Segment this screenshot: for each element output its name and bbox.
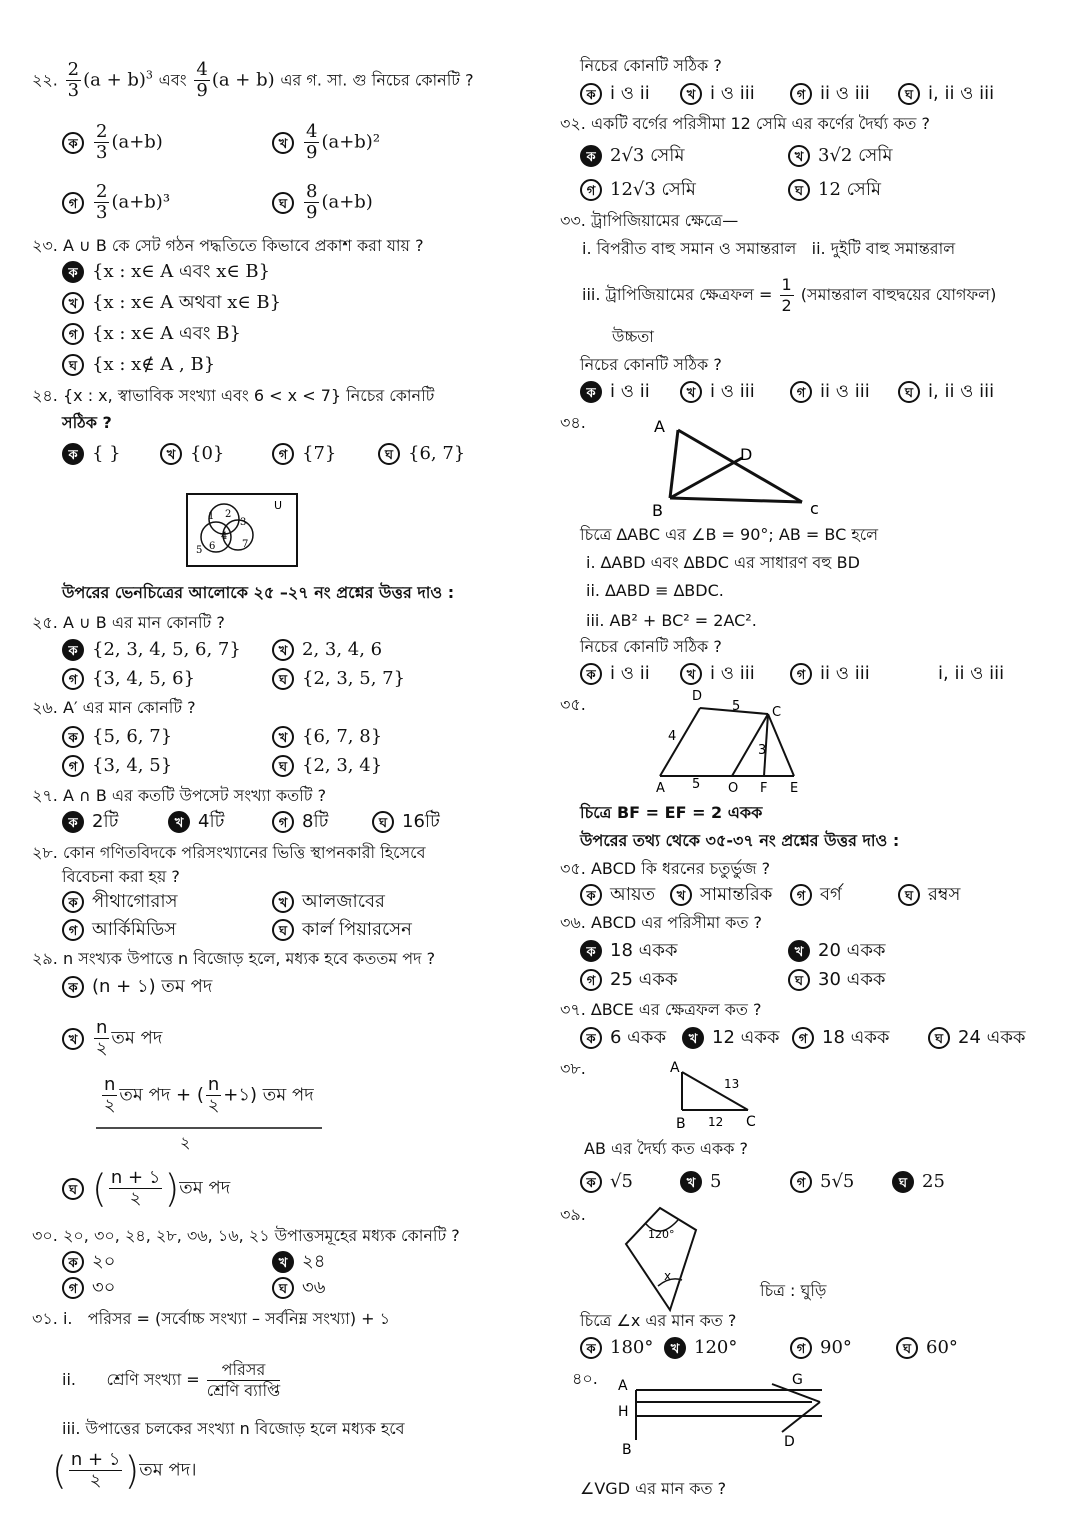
question-34-number: ৩৪. [560, 413, 586, 432]
q33-option-ka[interactable]: ক i ও ii [580, 380, 650, 404]
q39-option-gha[interactable]: ঘ 60° [896, 1336, 958, 1360]
svg-text:D: D [740, 445, 753, 464]
question-33-iii: iii. ট্রাপিজিয়ামের ক্ষেত্রফল = $\frac{1}{2}$ (সমান্তরাল বাহুদ্বয়ের যোগফল) [582, 275, 997, 315]
question-33-i-ii: i. বিপরীত বাহু সমান ও সমান্তরাল ii. দুইটি বাহু সমান্তরাল [582, 239, 956, 258]
q31-ask: নিচের কোনটি সঠিক ? [580, 56, 722, 75]
question-40: ∠VGD এর মান কত ? [580, 1479, 727, 1498]
q29-option-ga[interactable]: $\frac{n}{২}$ তম পদ + ( $\frac{n}{২}$ +১) তম পদ [103, 1074, 314, 1116]
svg-text:F: F [760, 781, 768, 796]
q39-caption: চিত্র : ঘুড়ি [760, 1281, 827, 1300]
q27-option-ga[interactable]: গ 8টি [272, 810, 328, 834]
q29-option-ka[interactable]: ক (n + ১) তম পদ [62, 975, 212, 999]
svg-text:12: 12 [708, 1115, 724, 1129]
svg-text:A: A [656, 781, 665, 796]
q26-option-ga[interactable]: গ {3, 4, 5} [62, 754, 172, 778]
q36-option-ga[interactable]: গ 25 একক [580, 968, 678, 992]
q29-option-ga-denominator: ২ [180, 1133, 191, 1152]
q37-option-kha[interactable]: খ 12 একক [682, 1026, 780, 1050]
q27-option-gha[interactable]: ঘ 16টি [372, 810, 440, 834]
q38-option-ga[interactable]: গ 5√5 [790, 1170, 854, 1194]
q31-option-kha[interactable]: খ i ও iii [680, 82, 755, 106]
question-31-iii-value: ( $\frac{n + ১}{২}$ )তম পদ। [52, 1448, 197, 1493]
question-38: AB এর দৈর্ঘ্য কত একক ? [584, 1139, 748, 1158]
svg-text:A: A [654, 418, 665, 436]
venn-instruction: উপরের ভেনচিত্রের আলোকে ২৫ –২৭ নং প্রশ্নের উত্তর দাও : [62, 583, 455, 602]
q24-option-ga[interactable]: গ {7} [272, 442, 336, 466]
svg-text:5: 5 [196, 545, 203, 556]
q34-ask: নিচের কোনটি সঠিক ? [580, 637, 722, 656]
svg-text:4: 4 [221, 531, 228, 542]
question-38-number: ৩৮. [560, 1059, 586, 1078]
q36-option-ka[interactable]: ক 18 একক [580, 939, 678, 963]
question-25: ২৫. A ∪ B এর মান কোনটি ? [32, 613, 225, 632]
svg-text:5: 5 [732, 699, 741, 714]
q25-option-gha[interactable]: ঘ {2, 3, 5, 7} [272, 667, 405, 691]
q31-option-ga[interactable]: গ ii ও iii [790, 82, 870, 106]
question-36: ৩৬. ABCD এর পরিসীমা কত ? [560, 913, 763, 932]
q24-option-kha[interactable]: খ {0} [160, 442, 224, 466]
question-35: ৩৫. ABCD কি ধরনের চতুর্ভুজ ? [560, 859, 771, 878]
svg-text:B: B [652, 501, 663, 518]
question-34-iii: iii. AB² + BC² = 2AC². [586, 611, 757, 630]
question-31-i: ৩১. i. পরিসর = (সর্বোচ্চ সংখ্যা – সর্বনিম্ন সংখ্যা) + ১ [32, 1309, 391, 1328]
svg-text:C: C [772, 705, 782, 720]
q38-option-ka[interactable]: ক √5 [580, 1170, 633, 1194]
q28-option-ka[interactable]: ক পীথাগোরাস [62, 890, 178, 914]
q37-option-gha[interactable]: ঘ 24 একক [928, 1026, 1026, 1050]
question-34-ii: ii. ∆ABD ≡ ∆BDC. [586, 581, 724, 600]
q37-option-ka[interactable]: ক 6 একক [580, 1026, 666, 1050]
q33-option-gha[interactable]: ঘ i, ii ও iii [898, 380, 994, 404]
q22-option-ka[interactable]: ক $\frac{2}{3}$ (a+b) [62, 122, 163, 163]
q36-option-kha[interactable]: খ 20 একক [788, 939, 886, 963]
question-31-ii: ii. শ্রেণি সংখ্যা = $\frac{\text{পরিসর}}{\text{শ্রেণি ব্যাপ্তি}}$ [62, 1360, 281, 1400]
q35-option-ga[interactable]: গ বর্গ [790, 883, 842, 907]
q33-option-kha[interactable]: খ i ও iii [680, 380, 755, 404]
question-40-number: ৪০. [572, 1369, 598, 1388]
q35-37-instruction: উপরের তথ্য থেকে ৩৫-৩৭ নং প্রশ্নের উত্তর দাও : [580, 831, 900, 850]
q35-option-kha[interactable]: খ সামান্তরিক [670, 883, 772, 907]
q23-option-gha[interactable]: ঘ {x : x∉ A , B} [62, 353, 215, 377]
option-mark: খ [272, 132, 294, 154]
svg-text:D: D [784, 1434, 795, 1450]
question-27: ২৭. A ∩ B এর কতটি উপসেট সংখ্যা কতটি ? [32, 786, 327, 805]
q24-option-ka[interactable]: ক { } [62, 442, 121, 466]
svg-text:3: 3 [240, 517, 247, 528]
q30-option-ga[interactable]: গ ৩০ [62, 1276, 115, 1300]
svg-text:x: x [664, 1269, 672, 1283]
question-24: ২৪. {x : x, স্বাভাবিক সংখ্যা এবং 6 < x < 7} নিচের কোনটি [32, 386, 435, 405]
svg-text:D: D [692, 689, 703, 704]
option-mark: ঘ [272, 192, 294, 214]
q34-option-gha: i, ii ও iii [938, 663, 1005, 684]
q34-option-kha[interactable]: খ i ও iii [680, 662, 755, 686]
option-mark: ক [62, 132, 84, 154]
question-30: ৩০. ২০, ৩০, ২৪, ২৮, ৩৬, ১৬, ২১ উপাত্তসমূহের মধ্যক কোনটি ? [32, 1226, 460, 1245]
q39-option-ga[interactable]: গ 90° [790, 1336, 852, 1360]
q34-option-ga[interactable]: গ ii ও iii [790, 662, 870, 686]
q22-option-kha[interactable]: খ $\frac{4}{9}$ (a+b)² [272, 122, 380, 163]
question-24-cont: সঠিক ? [62, 413, 112, 432]
q39-option-kha[interactable]: খ 120° [664, 1336, 737, 1360]
q28-option-gha[interactable]: ঘ কার্ল পিয়ারসেন [272, 918, 412, 942]
q37-option-ga[interactable]: গ 18 একক [792, 1026, 890, 1050]
q25-option-ga[interactable]: গ {3, 4, 5, 6} [62, 667, 195, 691]
svg-text:A: A [618, 1378, 628, 1394]
question-33: ৩৩. ট্রাপিজিয়ামের ক্ষেত্রে— [560, 211, 739, 230]
q35-option-gha[interactable]: ঘ রম্বস [898, 883, 960, 907]
svg-text:H: H [618, 1404, 629, 1420]
svg-text:120°: 120° [648, 1228, 675, 1241]
q31-option-ka[interactable]: ক i ও ii [580, 82, 650, 106]
question-33-height: উচ্চতা [612, 327, 654, 346]
svg-text:2: 2 [225, 509, 232, 520]
svg-text:5: 5 [692, 777, 701, 792]
question-26: ২৬. A′ এর মান কোনটি ? [32, 698, 196, 717]
q27-option-kha[interactable]: খ 4টি [168, 810, 224, 834]
q26-option-gha[interactable]: ঘ {2, 3, 4} [272, 754, 382, 778]
svg-text:C: C [746, 1114, 756, 1130]
q26-option-kha[interactable]: খ {6, 7, 8} [272, 725, 382, 749]
q32-option-ga[interactable]: গ 12√3 সেমি [580, 178, 696, 202]
svg-text:E: E [790, 781, 799, 796]
question-23: ২৩. A ∪ B কে সেট গঠন পদ্ধতিতে কিভাবে প্রকাশ করা যায় ? [32, 236, 424, 255]
svg-text:6: 6 [209, 541, 216, 552]
q35-figure [640, 688, 830, 798]
q28-option-ga[interactable]: গ আর্কিমিডিস [62, 918, 176, 942]
question-35-figure-number: ৩৫. [560, 695, 586, 714]
question-29: ২৯. n সংখ্যক উপাত্তে n বিজোড় হলে, মধ্যক হবে কততম পদ ? [32, 949, 436, 968]
q39-option-ka[interactable]: ক 180° [580, 1336, 653, 1360]
svg-text:c: c [810, 499, 819, 518]
q35-option-ka[interactable]: ক আয়ত [580, 883, 655, 907]
q36-option-gha[interactable]: ঘ 30 একক [788, 968, 886, 992]
q39-kite-figure [620, 1200, 720, 1316]
q27-option-ka[interactable]: ক 2টি [62, 810, 118, 834]
question-35-stem: চিত্রে BF = EF = 2 একক [580, 803, 763, 822]
svg-text:B: B [676, 1116, 686, 1130]
q30-option-kha[interactable]: খ ২৪ [272, 1250, 325, 1274]
q29-fraction-bar [96, 1126, 324, 1130]
q22-option-ga[interactable]: গ $\frac{2}{3}$ (a+b)³ [62, 182, 170, 223]
q34-option-ka[interactable]: ক i ও ii [580, 662, 650, 686]
q38-option-gha[interactable]: ঘ 25 [892, 1170, 945, 1194]
q30-option-ka[interactable]: ক ২০ [62, 1250, 115, 1274]
svg-text:G: G [792, 1372, 803, 1388]
question-39-number: ৩৯. [560, 1205, 586, 1224]
q23-option-ga[interactable]: গ {x : x∈ A এবং B} [62, 322, 241, 346]
question-28: ২৮. কোন গণিতবিদকে পরিসংখ্যানের ভিত্তি স্থাপনকারী হিসেবে [32, 843, 426, 862]
question-32: ৩২. একটি বর্গের পরিসীমা 12 সেমি এর কর্ণের দৈর্ঘ্য কত ? [560, 114, 931, 133]
q24-option-gha[interactable]: ঘ {6, 7} [378, 442, 465, 466]
q33-option-ga[interactable]: গ ii ও iii [790, 380, 870, 404]
q32-option-gha[interactable]: ঘ 12 সেমি [788, 178, 881, 202]
svg-text:7: 7 [242, 539, 249, 550]
q22-option-gha[interactable]: ঘ $\frac{8}{9}$ (a+b) [272, 182, 373, 223]
svg-text:4: 4 [668, 729, 677, 744]
svg-text:B: B [622, 1442, 632, 1458]
svg-text:1: 1 [208, 511, 215, 522]
svg-text:O: O [728, 781, 739, 796]
q38-option-kha[interactable]: খ 5 [680, 1170, 721, 1194]
q23-option-ka[interactable]: ক {x : x∈ A এবং x∈ B} [62, 260, 270, 284]
q29-option-kha[interactable]: খ $\frac{n}{২}$ তম পদ [62, 1018, 162, 1059]
q30-option-gha[interactable]: ঘ ৩৬ [272, 1276, 325, 1300]
q38-figure [666, 1058, 776, 1130]
q26-option-ka[interactable]: ক {5, 6, 7} [62, 725, 172, 749]
svg-text:3: 3 [758, 743, 767, 758]
q23-option-kha[interactable]: খ {x : x∈ A অথবা x∈ B} [62, 291, 281, 315]
question-31-iii: iii. উপাত্তের চলকের সংখ্যা n বিজোড় হলে মধ্যক হবে [62, 1419, 405, 1438]
q40-figure [612, 1370, 872, 1460]
svg-text:A: A [670, 1060, 680, 1076]
q33-ask: নিচের কোনটি সঠিক ? [580, 355, 722, 374]
q32-option-kha[interactable]: খ 3√2 সেমি [788, 144, 892, 168]
q25-option-kha[interactable]: খ 2, 3, 4, 6 [272, 638, 382, 662]
venn-diagram [186, 493, 298, 567]
question-22: ২২. $\frac{2}{3}$ $(a + b)^3$ এবং $\frac{4}{9}$ (a + b) এর গ. সা. গু নিচের কোনটি ? [32, 59, 474, 101]
q25-option-ka[interactable]: ক {2, 3, 4, 5, 6, 7} [62, 638, 241, 662]
question-37: ৩৭. ∆BCE এর ক্ষেত্রফল কত ? [560, 1000, 762, 1019]
question-39: চিত্রে ∠x এর মান কত ? [580, 1311, 737, 1330]
option-mark: গ [62, 192, 84, 214]
q32-option-ka[interactable]: ক 2√3 সেমি [580, 144, 684, 168]
venn-universe-label: U [274, 499, 283, 512]
svg-text:13: 13 [724, 1077, 740, 1091]
q34-figure [650, 418, 840, 518]
q29-option-gha[interactable]: ঘ ( $\frac{n + ১}{২}$ )তম পদ [62, 1168, 230, 1209]
q28-option-kha[interactable]: খ আলজাবের [272, 890, 385, 914]
question-34-i: i. ∆ABD এবং ∆BDC এর সাধারণ বহু BD [586, 553, 860, 572]
q31-option-gha[interactable]: ঘ i, ii ও iii [898, 82, 994, 106]
question-34-stem: চিত্রে ∆ABC এর ∠B = 90°; AB = BC হলে [580, 525, 879, 544]
question-28-cont: বিবেচনা করা হয় ? [62, 867, 180, 886]
